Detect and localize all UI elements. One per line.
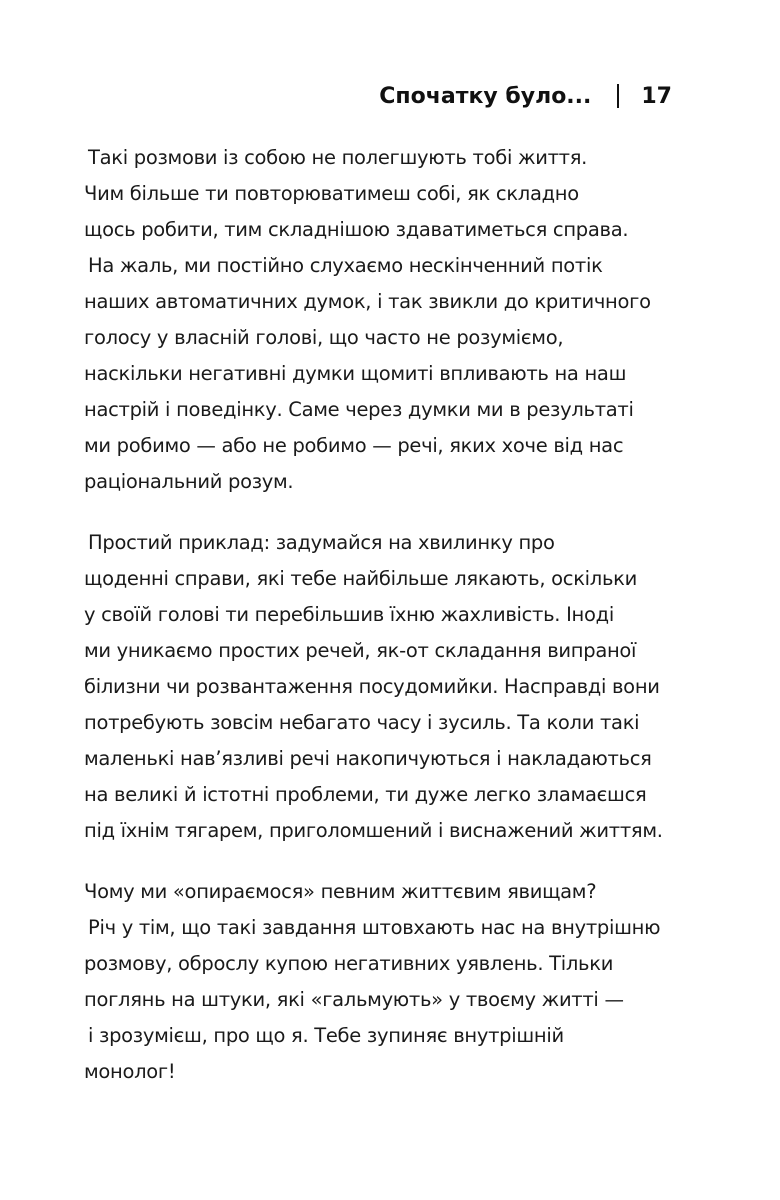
text-line: потребують зовсім небагато часу і зусиль. Та коли такі — [84, 711, 640, 734]
text-line: Чому ми «опираємося» певним життєвим явищам? — [84, 880, 597, 903]
text-line: Річ у тім, що такі завдання штовхають нас на внутрішню — [88, 916, 661, 939]
paragraph — [84, 874, 704, 1090]
text-line: наскільки негативні думки щомиті впливають на наш — [84, 362, 627, 385]
header-divider — [617, 84, 619, 108]
text-line: у своїй голові ти перебільшив їхню жахливість. Іноді — [84, 603, 614, 626]
text-line: на великі й істотні проблеми, ти дуже легко зламаєшся — [84, 783, 647, 806]
text-line: щоденні справи, які тебе найбільше лякають, оскільки — [84, 567, 638, 590]
text-line: поглянь на штуки, які «гальмують» у твоєму житті — — [84, 988, 624, 1011]
text-line: раціональний розум. — [84, 470, 294, 493]
page-number: 17 — [641, 83, 672, 109]
text-line: голосу у власній голові, що часто не розуміємо, — [84, 326, 564, 349]
running-head — [379, 80, 672, 112]
text-line: маленькі нав’язливі речі накопичуються і накладаються — [84, 747, 652, 770]
text-line: щось робити, тим складнішою здаватиметься справа. — [84, 218, 629, 241]
text-line: під їхнім тягарем, приголомшений і виснажений життям. — [84, 819, 663, 842]
text-line: ми уникаємо простих речей, як-от складання випраної — [84, 639, 637, 662]
chapter-title: Спочатку було... — [379, 83, 592, 109]
text-line: наших автоматичних думок, і так звикли до критичного — [84, 290, 651, 313]
text-line: настрій і поведінку. Саме через думки ми в результаті — [84, 398, 634, 421]
text-line: розмову, оброслу купою негативних уявлень. Тільки — [84, 952, 614, 975]
text-line: На жаль, ми постійно слухаємо нескінченний потік — [88, 254, 603, 277]
text-line: Чим більше ти повторюватимеш собі, як складно — [84, 182, 579, 205]
text-line: Простий приклад: задумайся на хвилинку про — [88, 531, 555, 554]
paragraph — [84, 525, 704, 849]
text-line: білизни чи розвантаження посудомийки. Насправді вони — [84, 675, 660, 698]
text-line: ми робимо — або не робимо — речі, яких хоче від нас — [84, 434, 624, 457]
paragraph — [84, 140, 704, 500]
text-line: Такі розмови із собою не полегшують тобі життя. — [88, 146, 588, 169]
body-text — [84, 140, 704, 1090]
text-line: монолог! — [84, 1060, 176, 1083]
text-line: і зрозумієш, про що я. Тебе зупиняє внутрішній — [88, 1024, 564, 1047]
